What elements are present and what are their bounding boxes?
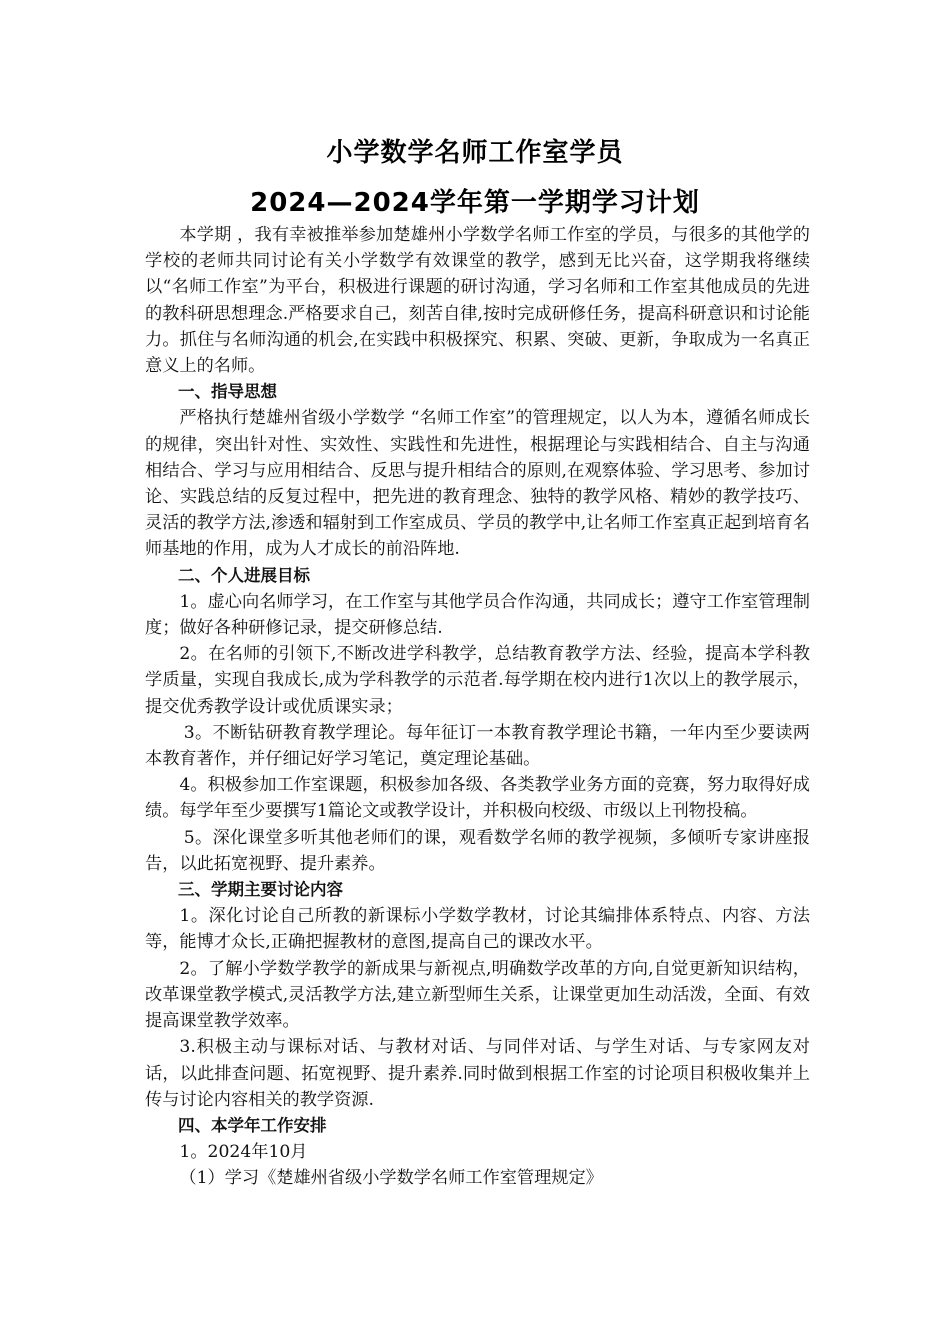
arrangement-subitem: （1）学习《楚雄州省级小学数学名师工作室管理规定》 [179,1168,603,1189]
topic-item: 1。深化讨论自己所教的新课标小学数学教材，讨论其编排体系特点、内容、方法等，能博才众长,正确把握教材的意图,提高自己的课改水平。 [145,906,810,953]
document-body [145,222,810,1192]
goal-item: 3。不断钻研教育教学理论。每年征订一本教育教学理论书籍，一年内至少要读两本教育著作，并仔细记好学习笔记，奠定理论基础。 [145,722,810,770]
goal-item: 1。虚心向名师学习，在工作室与其他学员合作沟通，共同成长；遵守工作室管理制度；做好各种研修记录，提交研修总结. [145,591,810,639]
section-heading-guiding-ideology: 一、指导思想 [178,382,277,402]
intro-paragraph: 本学期 ，我有幸被推举参加楚雄州小学数学名师工作室的学员，与很多的其他学的学校的老师共同讨论有关小学数学有效课堂的教学，感到无比兴奋，这学期我将继续以“名师工作室”为平台，积极进行课题的研讨沟通，学习名师和工作室其他成员的先进的教科研思想理念.严格要求自己，刻苦自律,按时完成研修任务，提高科研意识和讨论能力。抓住与名师沟通的机会,在实践中积极探究、积累、突破、更新，争取成为一名真正意义上的名师。 [145,225,810,377]
section-heading-personal-goals: 二、个人进展目标 [178,565,310,585]
section-heading-work-arrangement: 四、本学年工作安排 [178,1115,327,1135]
arrangement-month: 1。2024年10月 [179,1142,308,1163]
topic-item: 3.积极主动与课标对话、与教材对话、与同伴对话、与学生对话、与专家网友对话，以此排查问题、拓宽视野、提升素养.同时做到根据工作室的讨论项目积极收集并上传与讨论内容相关的教学资源. [145,1037,810,1110]
topic-item: 2。了解小学数学教学的新成果与新视点,明确数学改革的方向,自觉更新知识结构，改革课堂教学模式,灵活教学方法,建立新型师生关系，让课堂更加生动活泼，全面、有效提高课堂教学效率。 [145,958,810,1032]
section-paragraph-guiding-ideology: 严格执行楚雄州省级小学数学 “名师工作室”的管理规定，以人为本，遵循名师成长的规律，突出针对性、实效性、实践性和先进性，根据理论与实践相结合、自主与沟通相结合、学习与应用相结合、反思与提升相结合的原则,在观察体验、学习思考、参加讨论、实践总结的反复过程中，把先进的教育理念、独特的教学风格、精妙的教学技巧、灵活的教学方法,渗透和辐射到工作室成员、学员的教学中,让名师工作室真正起到培育名师基地的作用，成为人才成长的前沿阵地. [145,408,810,560]
goal-item: 4。积极参加工作室课题，积极参加各级、各类教学业务方面的竞赛，努力取得好成绩。每学年至少要撰写1篇论文或教学设计，并积极向校级、市级以上刊物投稿。 [145,775,810,822]
goal-item: 2。在名师的引领下,不断改进学科教学，总结教育教学方法、经验，提高本学科教学质量，实现自我成长,成为学科教学的示范者.每学期在校内进行1次以上的教学展示，提交优秀教学设计或优质课实录； [145,644,810,717]
document-title-line1: 小学数学名师工作室学员 [326,138,624,168]
document-title-line2: 2024—2024学年第一学期学习计划 [250,188,700,218]
section-heading-main-topics: 三、学期主要讨论内容 [178,880,343,900]
goal-item: 5。深化课堂多听其他老师们的课，观看数学名师的教学视频，多倾听专家讲座报告，以此拓宽视野、提升素养。 [145,827,810,874]
